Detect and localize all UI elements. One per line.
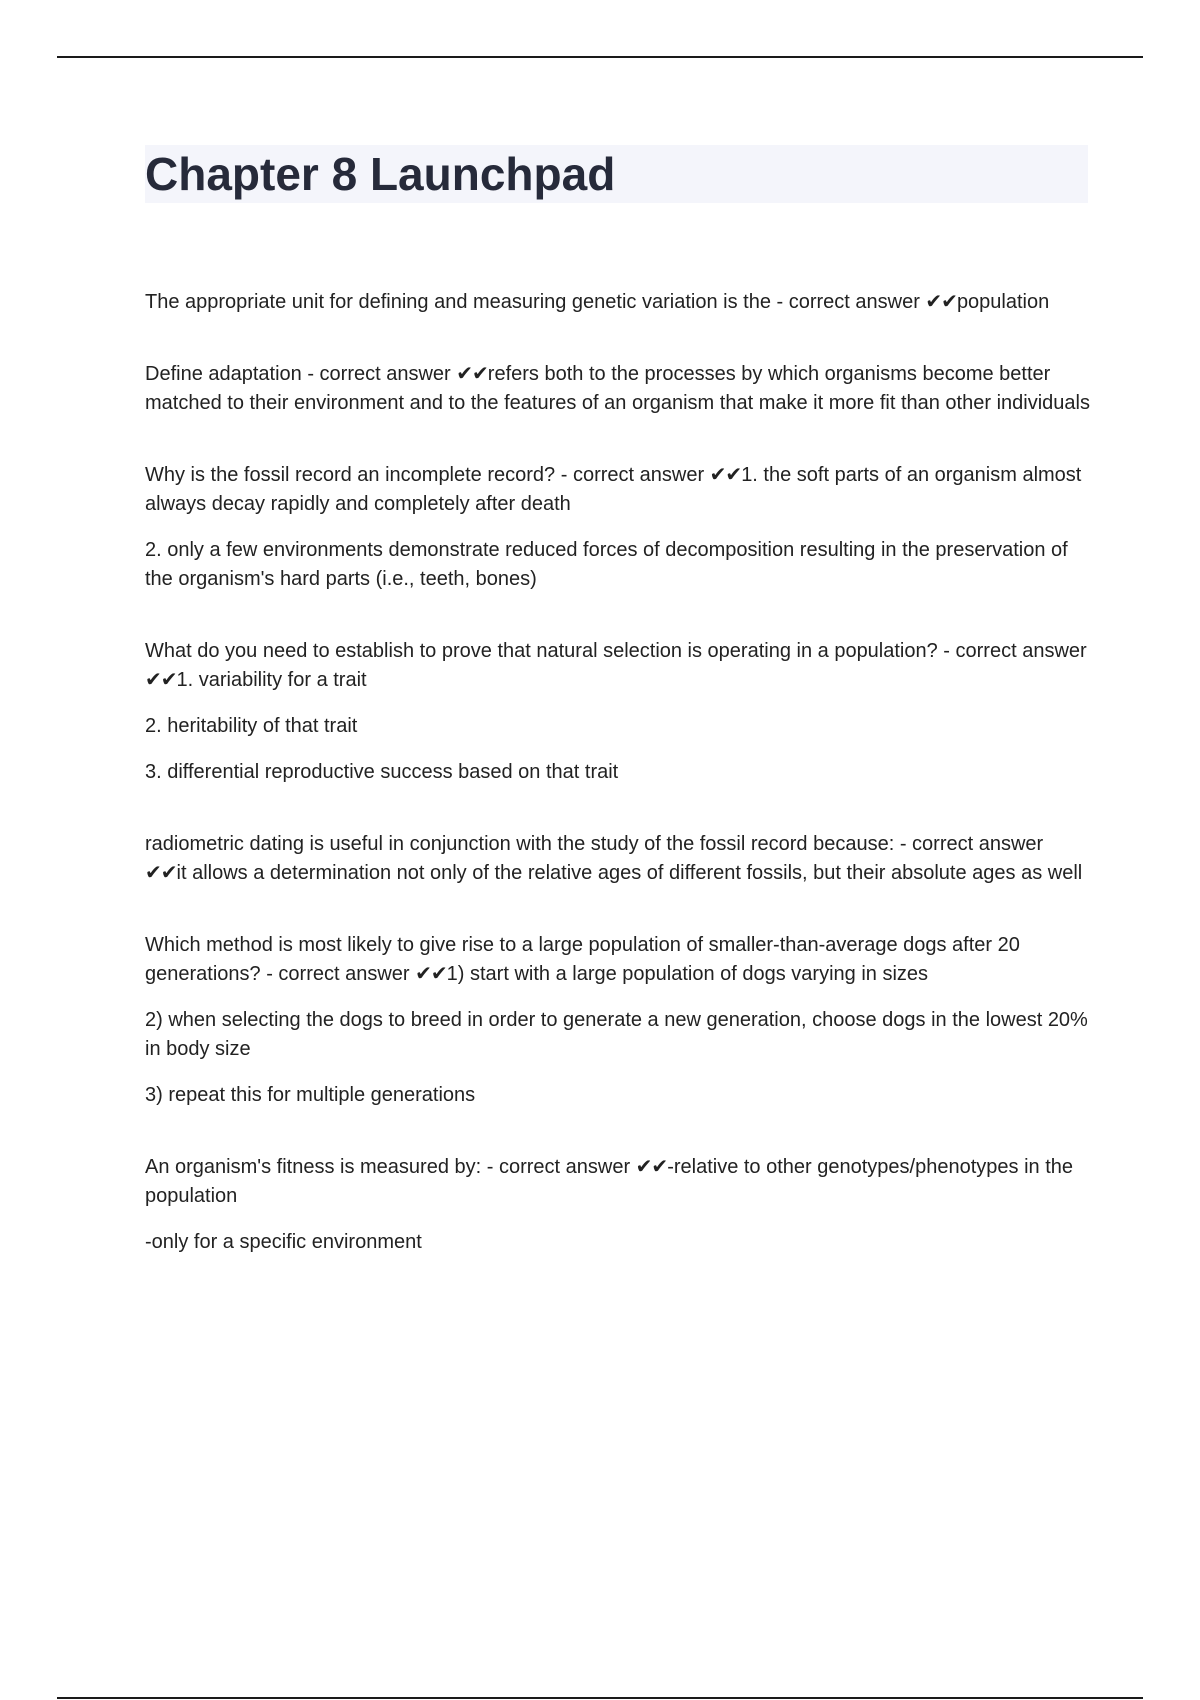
flashcard xyxy=(145,360,1090,418)
check-icon: ✔✔ xyxy=(415,963,447,985)
flashcard xyxy=(145,461,1090,594)
answer-line: -only for a specific environment xyxy=(145,1231,422,1253)
check-icon: ✔✔ xyxy=(709,464,742,486)
answer-line: 2. heritability of that trait xyxy=(145,715,358,737)
page-title: Chapter 8 Launchpad xyxy=(145,148,616,200)
flashcard-text xyxy=(145,461,1090,519)
flashcard-text xyxy=(145,931,1090,989)
flashcard-text xyxy=(145,360,1090,418)
answer-text: -relative to other genotypes/phenotypes in the population xyxy=(145,1156,1074,1207)
question-text: Which method is most likely to give rise to a large population of smaller-than-average dogs after 20 generations? - correct answer xyxy=(145,934,1020,985)
check-icon: ✔✔ xyxy=(635,1156,668,1178)
question-text: The appropriate unit for defining and measuring genetic variation is the - correct answer xyxy=(145,291,926,313)
flashcard xyxy=(145,931,1090,1110)
answer-text: 1. the soft parts of an organism almost always decay rapidly and completely after death xyxy=(145,464,1082,515)
answer-text: 1) start with a large population of dogs varying in sizes xyxy=(446,963,929,985)
flashcard xyxy=(145,637,1090,787)
check-icon: ✔✔ xyxy=(145,669,177,691)
check-icon: ✔✔ xyxy=(925,291,957,313)
answer-text: population xyxy=(956,291,1050,313)
bottom-rule xyxy=(57,1697,1143,1699)
question-text: radiometric dating is useful in conjunction with the study of the fossil record because: - correct answer xyxy=(145,833,1044,855)
flashcard xyxy=(145,288,1090,317)
question-text: Define adaptation - correct answer xyxy=(145,363,457,385)
check-icon: ✔✔ xyxy=(145,862,177,884)
flashcard-list xyxy=(145,288,1090,1300)
flashcard-text xyxy=(145,637,1090,695)
answer-text: it allows a determination not only of the relative ages of different fossils, but their absolute ages as well xyxy=(176,862,1083,884)
question-text: An organism's fitness is measured by: - correct answer xyxy=(145,1156,636,1178)
answer-line: 2) when selecting the dogs to breed in order to generate a new generation, choose dogs in the lowest 20% in body size xyxy=(145,1009,1088,1060)
answer-line: 2. only a few environments demonstrate reduced forces of decomposition resulting in the preservation of the organism's hard parts (i.e., teeth, bones) xyxy=(145,539,1068,590)
question-text: Why is the fossil record an incomplete record? - correct answer xyxy=(145,464,710,486)
answer-line: 3. differential reproductive success based on that trait xyxy=(145,761,619,783)
flashcard-text xyxy=(145,288,1090,317)
check-icon: ✔✔ xyxy=(456,363,488,385)
answer-line: 3) repeat this for multiple generations xyxy=(145,1084,476,1106)
flashcard xyxy=(145,1153,1090,1257)
flashcard xyxy=(145,830,1090,888)
answer-text: 1. variability for a trait xyxy=(176,669,367,691)
answer-text: refers both to the processes by which organisms become better matched to their environment and to the features of an organism that make it more fit than other individuals xyxy=(145,363,1090,414)
top-rule xyxy=(57,56,1143,58)
question-text: What do you need to establish to prove that natural selection is operating in a population? - correct answer xyxy=(145,640,1087,662)
flashcard-text xyxy=(145,830,1090,888)
flashcard-text xyxy=(145,1153,1090,1211)
